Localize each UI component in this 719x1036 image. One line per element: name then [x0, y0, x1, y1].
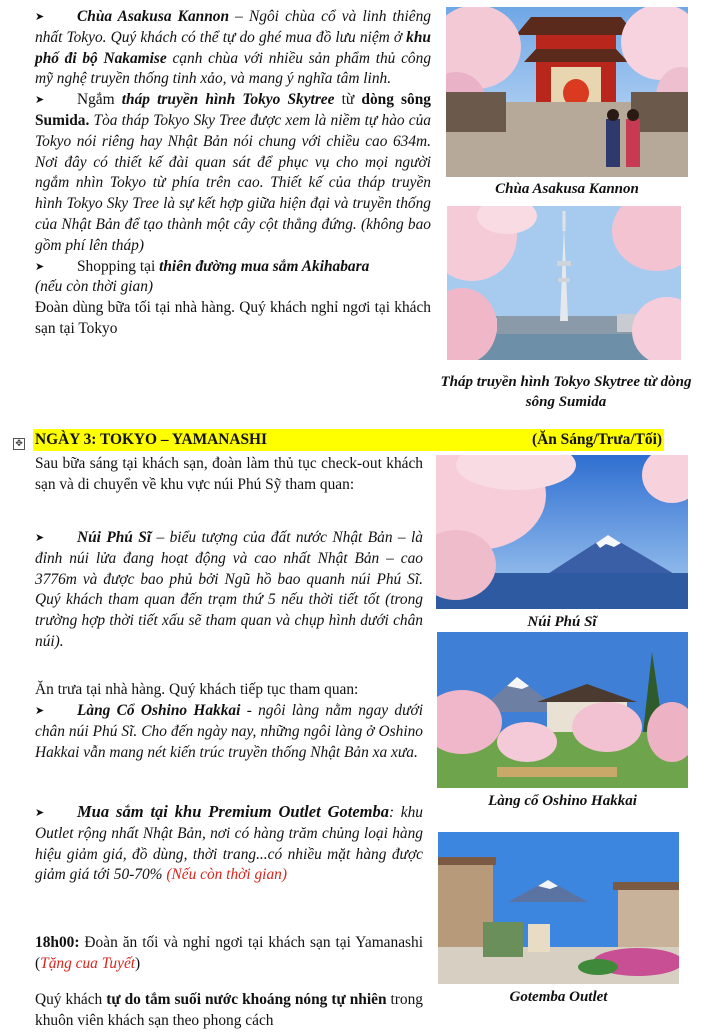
table-move-handle-icon[interactable]: ✥: [13, 438, 25, 450]
lunch-paragraph: Ăn trưa tại nhà hàng. Quý khách tiếp tục tham quan:: [35, 681, 359, 698]
onsen-paragraph: Quý khách tự do tắm suối nước khoáng nóng tự nhiên trong khuôn viên khách sạn theo phong cách: [35, 991, 423, 1029]
bullet-arrow-icon: ➤: [35, 705, 45, 717]
bullet-arrow-icon: ➤: [35, 11, 45, 23]
bullet-asakusa: ➤ Chùa Asakusa Kannon – Ngôi chùa cổ và linh thiêng nhất Tokyo. Quý khách có thể tự do ghé mua đồ lưu niệm ở khu phố đi bộ Nakamise cạnh chùa với nhiều sản phẩm thủ công mỹ nghệ truyền thống tinh xảo, và mang ý nghĩa tâm linh.: [35, 8, 432, 88]
evening-paragraph: 18h00: Đoàn ăn tối và nghỉ ngơi tại khách sạn tại Yamanashi (Tặng cua Tuyết): [35, 934, 423, 972]
asakusa-temple-photo: [446, 7, 688, 177]
day3-meals: (Ăn Sáng/Trưa/Tối): [532, 431, 662, 448]
mount-fuji-photo: [436, 455, 688, 609]
bullet-arrow-icon: ➤: [35, 807, 45, 819]
bullet-oshino: ➤ Làng Cổ Oshino Hakkai - ngôi làng nằm ngay dưới chân núi Phú Sĩ. Cho đến ngày nay, những ngôi làng ở Oshino Hakkai vẫn mang nét kiến trúc truyền thống Nhật Bản xa xưa.: [35, 702, 423, 761]
top-text-block: [35, 7, 431, 340]
bullet-arrow-icon: ➤: [35, 260, 45, 273]
day3-header: [33, 429, 664, 451]
bullet-skytree: ➤ Ngắm tháp truyền hình Tokyo Skytree từ dòng sông Sumida. Tòa tháp Tokyo Sky Tree được xem là niềm tự hào của Tokyo nói riêng hay Nhật Bản nói chung với chiều cao 634m. Nơi đây có thiết kế đài quan sát để phục vụ cho mọi người ngắm nhìn Tokyo từ phía trên cao. Thiết kế của tháp truyền hình Tokyo Sky Tree là sự kết hợp giữa hiện đại và truyền thống của Nhật Bản để tạo thành một cây cột thẳng đứng. (không bao gồm phí lên tháp): [35, 91, 431, 254]
intro-paragraph: Sau bữa sáng tại khách sạn, đoàn làm thủ tục check-out khách sạn và di chuyển về khu vực núi Phú Sỹ tham quan:: [35, 455, 423, 493]
caption-mount-fuji: Núi Phú Sĩ: [527, 614, 597, 630]
bullet-akihabara: ➤ Shopping tại thiên đường mua sắm Akihabara (nếu còn thời gian): [35, 257, 370, 296]
bullet-mount-fuji: ➤ Núi Phú Sĩ – biểu tượng của đất nước Nhật Bản – là đỉnh núi lửa đang hoạt động và cao nhất Nhật Bản – cao 3776m và được bao phủ bởi Ngũ hồ bao quanh núi Phú Sĩ. Quý khách tham quan đến trạm thứ 5 nếu thời tiết tốt (trong trường hợp thời tiết xấu sẽ tham quan và chụp hình dưới chân núi).: [35, 529, 423, 650]
bullet-arrow-icon: ➤: [35, 532, 45, 544]
caption-asakusa: Chùa Asakusa Kannon: [495, 181, 639, 197]
bullet-arrow-icon: ➤: [35, 94, 45, 107]
oshino-hakkai-photo: [437, 632, 688, 788]
caption-gotemba-outlet: Gotemba Outlet: [509, 989, 608, 1005]
tokyo-skytree-photo: [447, 206, 681, 360]
day3-title: NGÀY 3: TOKYO – YAMANASHI: [35, 431, 268, 448]
dinner-paragraph: Đoàn dùng bữa tối tại nhà hàng. Quý khách nghỉ ngơi tại khách sạn tại Tokyo: [35, 299, 431, 337]
bullet-gotemba: ➤ Mua sắm tại khu Premium Outlet Gotemba: khu Outlet rộng nhất Nhật Bản, nơi có hàng trăm chủng loại hàng hiệu giảm giá, đồ dùng, thời trang...có nhiều mặt hàng được giảm giá tới 50-70% (Nếu còn thời gian): [35, 802, 423, 884]
caption-skytree: Tháp truyền hình Tokyo Skytree từ dòng sông Sumida: [440, 374, 692, 410]
gotemba-outlet-photo: [438, 832, 679, 984]
caption-oshino-hakkai: Làng cổ Oshino Hakkai: [488, 793, 637, 809]
